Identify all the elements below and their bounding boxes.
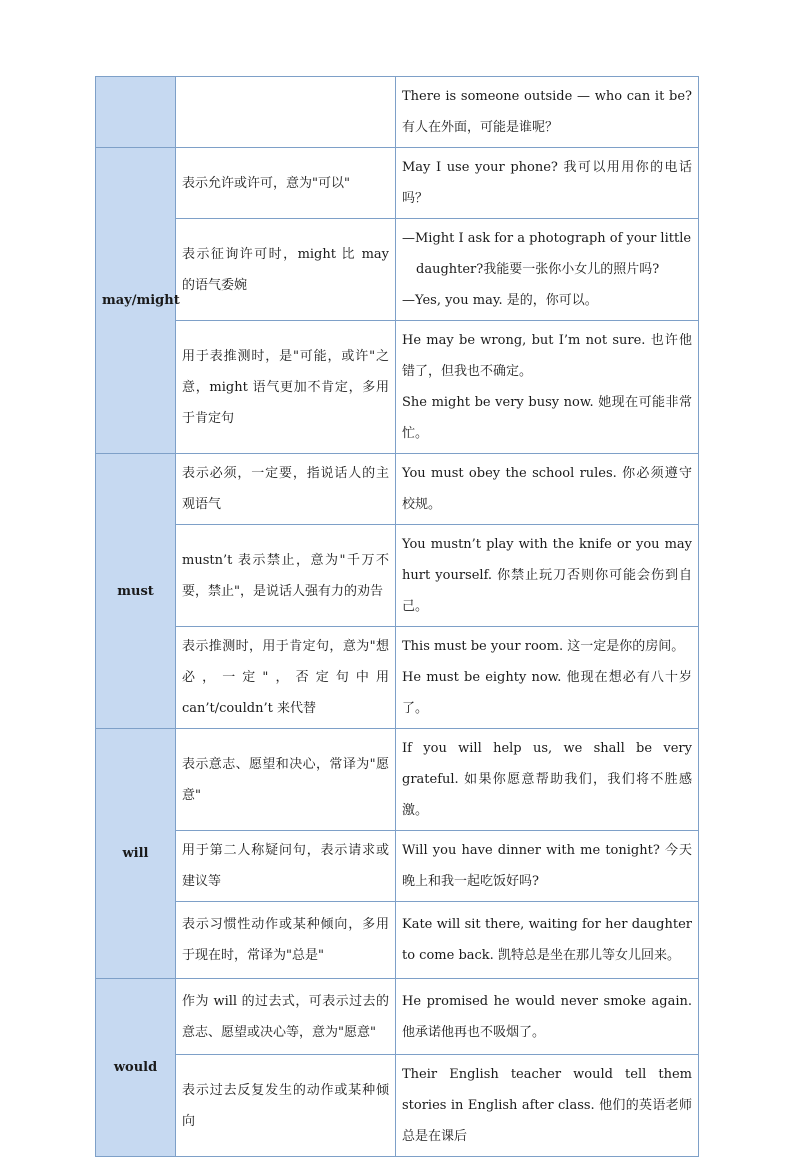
word-cell-would: would [96, 979, 176, 1157]
usage-cell: 表示意志、愿望和决心，常译为"愿意" [176, 729, 396, 831]
example-cell: You must obey the school rules. 你必须遵守校规。 [396, 454, 699, 525]
example-line: —Might I ask for a photograph of your little [402, 231, 692, 246]
table-row [96, 979, 699, 1055]
example-cell [396, 321, 699, 454]
word-cell-will: will [96, 729, 176, 979]
example-line: This must be your room. 这一定是你的房间。 [402, 639, 685, 654]
word-cell-may-might: may/might [96, 148, 176, 454]
word-cell-empty [96, 77, 176, 148]
example-line: He must be eighty now. 他现在想必有八十岁了。 [402, 670, 692, 716]
table-row [96, 321, 699, 454]
table-row [96, 902, 699, 979]
example-cell: Their English teacher would tell them stories in English after class. 他们的英语老师总是在课后 [396, 1055, 699, 1157]
example-line: She might be very busy now. 她现在可能非常忙。 [402, 395, 692, 441]
example-cell: Kate will sit there, waiting for her daughter to come back. 凯特总是坐在那儿等女儿回来。 [396, 902, 699, 979]
example-cell [396, 219, 699, 321]
usage-cell: 表示推测时，用于肯定句，意为"想必，一定"，否定句中用 can’t/couldn’t 来代替 [176, 627, 396, 729]
example-cell [396, 627, 699, 729]
usage-cell: 表示过去反复发生的动作或某种倾向 [176, 1055, 396, 1157]
table-row [96, 729, 699, 831]
table-row [96, 77, 699, 148]
example-cell: If you will help us, we shall be very grateful. 如果你愿意帮助我们，我们将不胜感激。 [396, 729, 699, 831]
example-line: daughter?我能要一张你小女儿的照片吗? [416, 262, 660, 277]
table-row [96, 525, 699, 627]
usage-cell: 用于表推测时，是"可能，或许"之意，might 语气更加不肯定，多用于肯定句 [176, 321, 396, 454]
table-row [96, 831, 699, 902]
usage-cell: 表示征询许可时，might 比 may 的语气委婉 [176, 219, 396, 321]
example-cell: He promised he would never smoke again. 他承诺他再也不吸烟了。 [396, 979, 699, 1055]
example-cell: There is someone outside — who can it be? 有人在外面，可能是谁呢？ [396, 77, 699, 148]
table-row [96, 1055, 699, 1157]
table-row [96, 148, 699, 219]
usage-cell [176, 77, 396, 148]
word-cell-must: must [96, 454, 176, 729]
example-line: —Yes, you may. 是的，你可以。 [402, 293, 598, 308]
example-cell: Will you have dinner with me tonight? 今天晚上和我一起吃饭好吗? [396, 831, 699, 902]
example-cell: You mustn’t play with the knife or you may hurt yourself. 你禁止玩刀否则你可能会伤到自己。 [396, 525, 699, 627]
usage-cell: 表示习惯性动作或某种倾向，多用于现在时，常译为"总是" [176, 902, 396, 979]
table-row [96, 219, 699, 321]
example-line: He may be wrong, but I’m not sure. 也许他错了，但我也不确定。 [402, 333, 692, 379]
table-row [96, 627, 699, 729]
usage-cell: 用于第二人称疑问句，表示请求或建议等 [176, 831, 396, 902]
example-cell: May I use your phone? 我可以用用你的电话吗？ [396, 148, 699, 219]
table-row [96, 454, 699, 525]
modal-verbs-table [95, 76, 699, 1157]
usage-cell: 表示允许或许可，意为"可以" [176, 148, 396, 219]
usage-cell: mustn’t 表示禁止，意为"千万不要，禁止"，是说话人强有力的劝告 [176, 525, 396, 627]
usage-cell: 表示必须，一定要，指说话人的主观语气 [176, 454, 396, 525]
usage-cell: 作为 will 的过去式，可表示过去的意志、愿望或决心等，意为"愿意" [176, 979, 396, 1055]
